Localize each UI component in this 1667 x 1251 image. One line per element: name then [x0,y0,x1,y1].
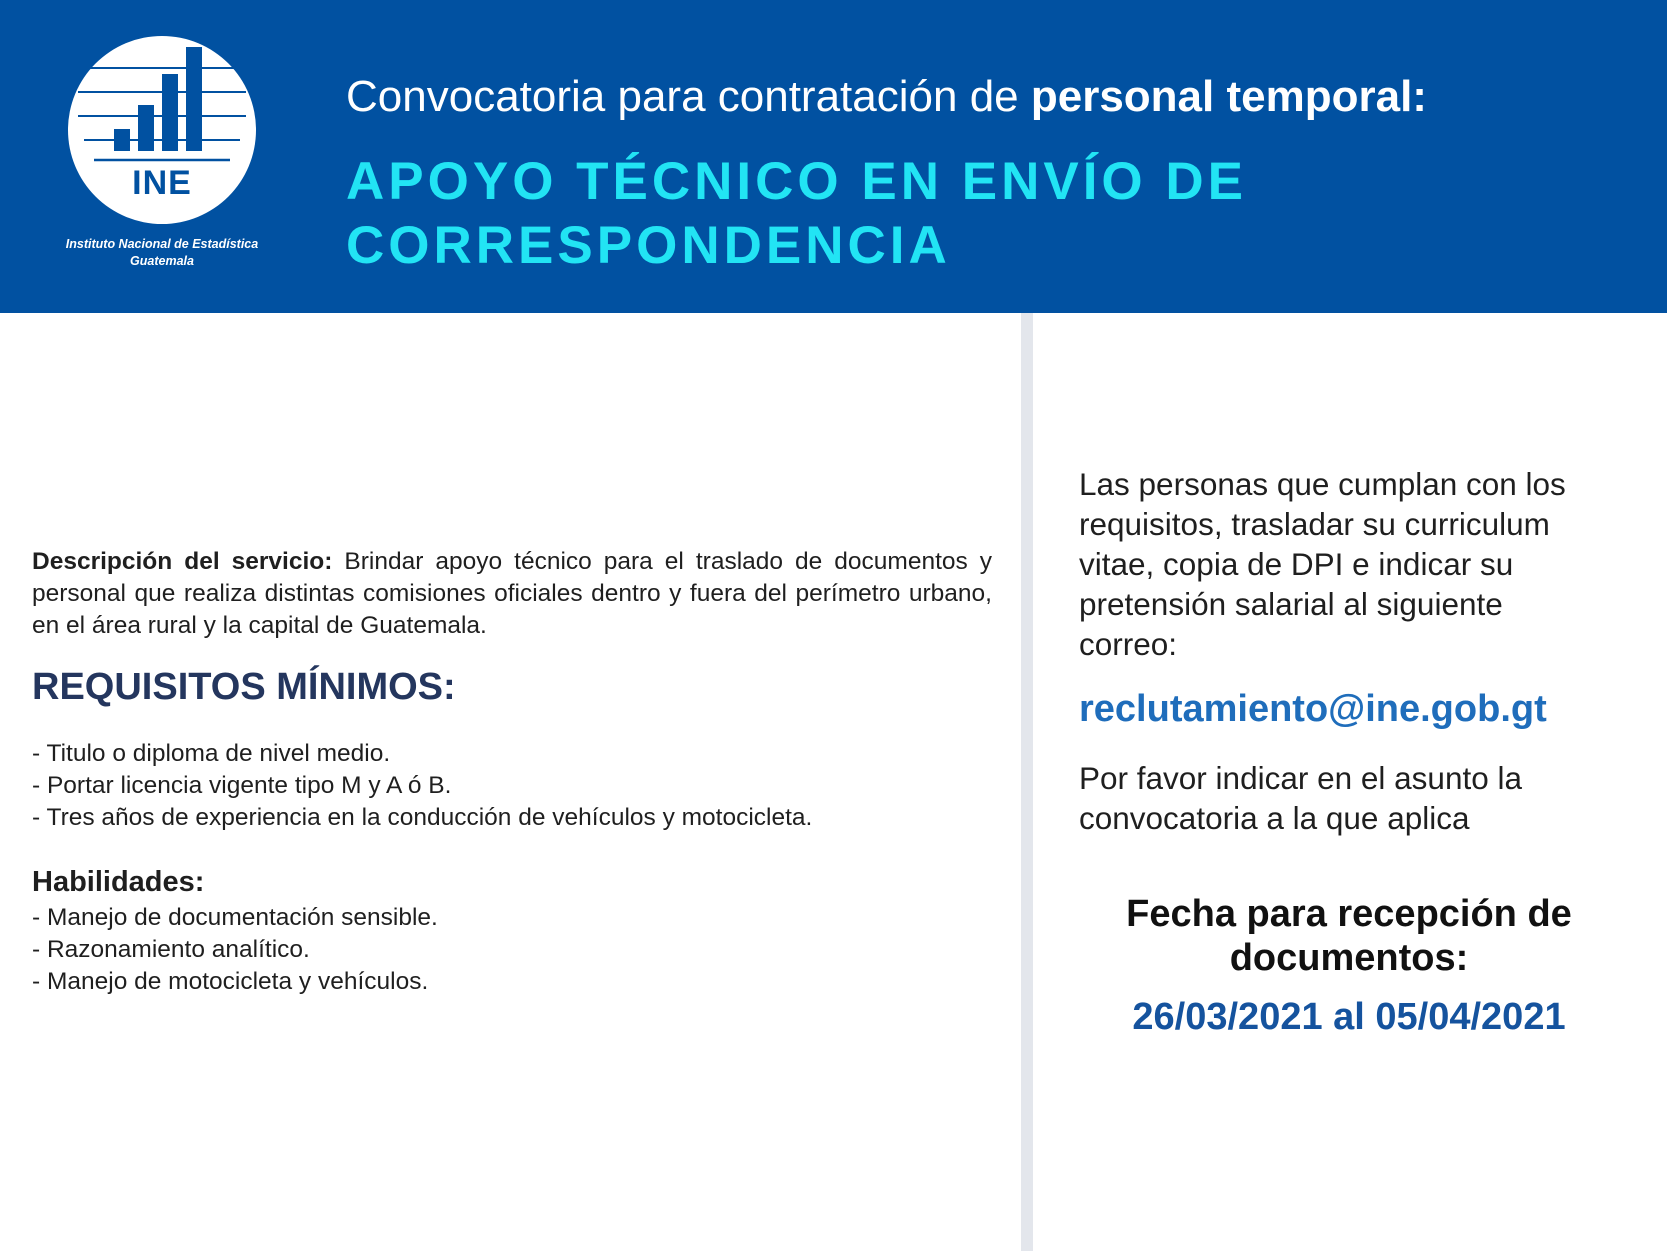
logo-caption-line2: Guatemala [130,254,194,268]
page-title [346,150,1596,278]
logo-caption [40,236,284,270]
list-item: - Portar licencia vigente tipo M y A ó B. [32,772,452,799]
header-banner [0,0,1667,313]
deadline-label-line1: Fecha para recepción de [1126,893,1572,935]
subtitle-bold: personal temporal: [1030,72,1427,121]
note-line: Por favor indicar en el asunto la [1079,760,1522,796]
list-item: - Manejo de documentación sensible. [32,904,438,931]
logo-caption-line1: Instituto Nacional de Estadística [65,237,259,251]
ine-logo [68,36,256,224]
instructions-line: pretensión salarial al siguiente [1079,586,1503,622]
description-label: Descripción del servicio: [32,548,333,575]
title-line2: CORRESPONDENCIA [346,216,951,275]
instructions-line: vitae, copia de DPI e indicar su [1079,546,1514,582]
subtitle-regular: Convocatoria para contratación de [346,72,1031,121]
note-line: convocatoria a la que aplica [1079,800,1470,836]
skills-heading: Habilidades: [32,866,205,898]
list-item: - Razonamiento analítico. [32,936,310,963]
recruitment-email-link[interactable]: reclutamiento@ine.gob.gt [1079,688,1547,730]
application-instructions [1079,464,1619,664]
deadline-label-line2: documentos: [1229,937,1469,979]
list-item: - Titulo o diploma de nivel medio. [32,740,391,767]
logo-abbreviation: INE [132,164,192,202]
page-subtitle [346,72,1427,122]
list-item: - Manejo de motocicleta y vehículos. [32,968,429,995]
requirements-heading: REQUISITOS MÍNIMOS: [32,666,456,708]
description-text: Brindar apoyo técnico para el traslado de documentos y personal que realiza distintas comisiones oficiales dentro y fuera del perímetro urbano, en el área rural y la capital de Guatemala. [32,548,993,639]
service-description [32,546,992,642]
skills-list [32,902,992,998]
deadline-dates: 26/03/2021 al 05/04/2021 [1132,996,1566,1038]
list-item: - Tres años de experiencia en la conducción de vehículos y motocicleta. [32,804,813,831]
requirements-list [32,738,992,834]
subject-note [1079,758,1619,838]
instructions-line: correo: [1079,626,1178,662]
title-line1: APOYO TÉCNICO EN ENVÍO DE [346,152,1248,211]
deadline-label [1079,892,1619,980]
instructions-line: Las personas que cumplan con los [1079,466,1566,502]
column-divider [1021,313,1033,1251]
instructions-line: requisitos, trasladar su curriculum [1079,506,1550,542]
